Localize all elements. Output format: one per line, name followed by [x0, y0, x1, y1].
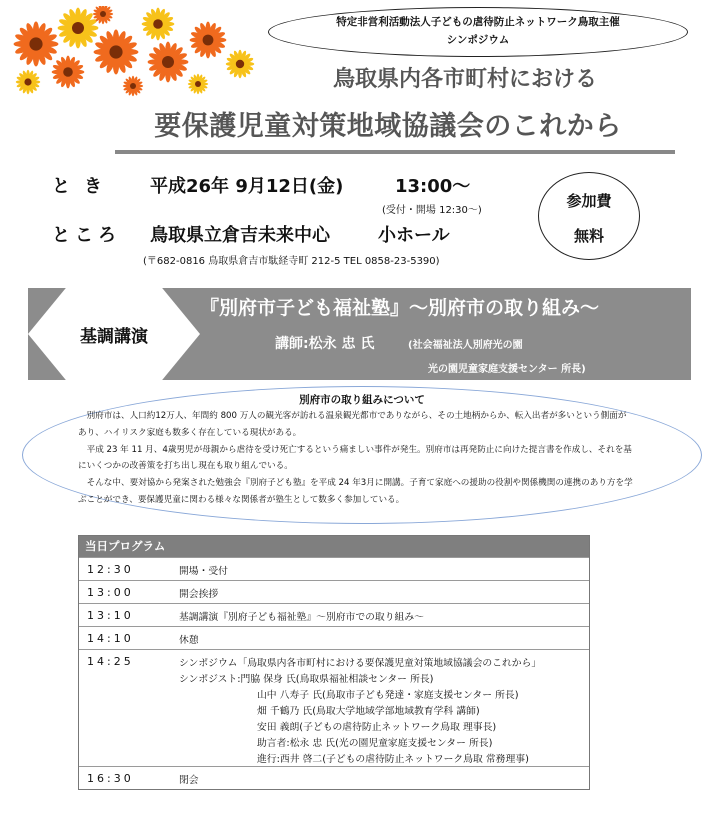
title-line1: 鳥取県内各市町村における — [332, 67, 597, 92]
flower-icon — [52, 56, 85, 89]
table-row — [79, 603, 589, 626]
table-row — [79, 626, 589, 649]
symposist-line: シンポジスト:門脇 保身 氏(鳥取県福祉相談センター 所長) — [179, 674, 434, 685]
symposium-title: シンポジウム「鳥取県内各市町村における要保護児童対策地域協議会のこれから」 — [179, 658, 542, 669]
program-content: 開会挨拶 — [179, 589, 219, 600]
about-title: 別府市の取り組みについて — [299, 394, 425, 406]
organizer-text: 特定非営利活動法人子どもの虐待防止ネットワーク鳥取主催 — [336, 16, 620, 28]
venue-address: (〒682-0816 鳥取県倉吉市駄経寺町 212-5 TEL 0858-23-5390) — [143, 256, 440, 267]
program-time: 16:30 — [87, 772, 134, 785]
program-content: 基調講演『別府子ども福祉塾』〜別府市での取り組み〜 — [179, 612, 424, 623]
fee-value: 無料 — [573, 227, 604, 245]
program-content: 閉会 — [179, 775, 199, 786]
flower-icon — [123, 76, 143, 96]
venue-hall: 小ホール — [378, 225, 450, 246]
venue-name: 鳥取県立倉吉未来中心 — [150, 225, 330, 246]
symposist-line: 畑 千鶴乃 氏(鳥取大学地域学部地域教育学科 講師) — [257, 706, 480, 717]
keynote-speaker: 講師:松永 忠 氏 — [275, 336, 375, 352]
program-time: 12:30 — [87, 563, 134, 576]
symposist-line: 安田 義朗(子どもの虐待防止ネットワーク鳥取 理事長) — [257, 722, 497, 733]
flower-icon — [14, 22, 59, 67]
keynote-label: 基調講演 — [80, 327, 148, 347]
when-date: 平成26年 9月12日(金) — [150, 176, 344, 197]
fee-circle — [538, 172, 640, 260]
program-header: 当日プログラム — [79, 536, 589, 557]
when-time: 13:00〜 — [395, 176, 471, 197]
flower-icon — [16, 70, 40, 94]
keynote-speaker-org2: 光の園児童家庭支援センター 所長) — [428, 364, 586, 375]
about-paragraph: 平成 23 年 11 月、4歳男児が母親から虐待を受け死亡するという痛ましい事件が発生。別府市は再発防止に向けた提言書を作成し、それを基にいくつかの改善策を打ち出し現在も取り組んでいる。 — [78, 444, 632, 472]
reception-time: (受付・開場 12:30〜) — [382, 205, 482, 216]
flower-icon — [190, 22, 227, 59]
program-time: 14:10 — [87, 632, 134, 645]
flower-icon — [94, 30, 139, 75]
program-time: 14:25 — [87, 655, 134, 668]
moderator-line: 進行:西井 啓二(子どもの虐待防止ネットワーク鳥取 常務理事) — [257, 754, 529, 765]
table-row — [79, 766, 589, 789]
symposist-line: 山中 八寿子 氏(鳥取市子ども発達・家庭支援センター 所長) — [257, 690, 519, 701]
program-time: 13:10 — [87, 609, 134, 622]
title-line2: 要保護児童対策地域協議会のこれから — [154, 111, 622, 142]
program-time: 13:00 — [87, 586, 134, 599]
flower-icon — [148, 42, 189, 83]
flower-icon — [226, 50, 255, 79]
table-row — [79, 649, 589, 766]
flower-icon — [58, 8, 99, 49]
gerbera-flowers-icon — [8, 6, 258, 98]
advisor-line: 助言者:松永 忠 氏(光の園児童家庭支援センター 所長) — [257, 738, 493, 749]
where-label: ところ — [52, 225, 121, 246]
event-type-text: シンポジウム — [446, 34, 510, 46]
table-row — [79, 580, 589, 603]
about-paragraph: そんな中、要対協から発案された勉強会『別府子ども塾』を平成 24 年3月に開講。子育て家庭への援助の役割や関係機関の連携のあり方を学ぶことができ、要保護児童に関わる様々な関係者が塾生として数多く参加している。 — [78, 478, 633, 505]
flower-icon — [142, 8, 175, 41]
about-paragraph: 別府市は、人口約12万人、年間約 800 万人の観光客が訪れる温泉観光都市でありながら、その土地柄からか、転入出者が多いという側面があり、ハイリスク家庭も数多く存在している現状がある。 — [78, 411, 627, 438]
about-body — [78, 408, 633, 509]
title-underline — [115, 150, 675, 154]
table-row — [79, 557, 589, 580]
fee-label: 参加費 — [566, 192, 612, 210]
keynote-title: 『別府市子ども福祉塾』〜別府市の取り組み〜 — [200, 297, 600, 319]
flower-icon — [188, 74, 208, 94]
program-content: 開場・受付 — [179, 566, 228, 577]
program-table — [78, 535, 590, 790]
when-label: とき — [52, 176, 116, 197]
keynote-speaker-org1: (社会福祉法人別府光の園 — [408, 340, 523, 351]
program-content: 休憩 — [179, 635, 199, 646]
